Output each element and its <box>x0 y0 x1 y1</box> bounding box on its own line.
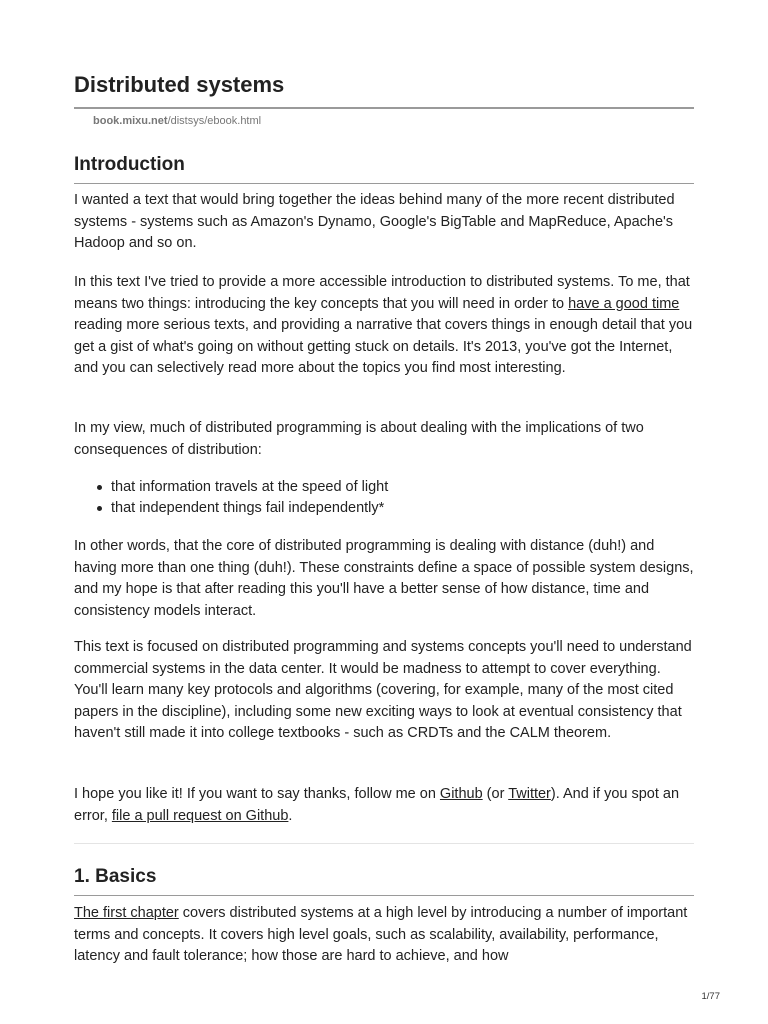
twitter-link[interactable]: Twitter <box>508 786 551 802</box>
list-item: that independent things fail independently* <box>111 498 711 519</box>
intro-paragraph-3: In my view, much of distributed programming is about dealing with the implications of two consequences of distribution: <box>74 420 644 458</box>
have-a-good-time-link[interactable]: have a good time <box>568 295 680 312</box>
page-number: 1/77 <box>701 991 720 1002</box>
source-path: /distsys/ebook.html <box>167 115 262 127</box>
intro-paragraph-6: I hope you like it! If you want to say thanks, follow me on Github (or Twitter). And if you spot an error, file a pull request on Github. <box>74 786 680 824</box>
section-divider <box>74 183 694 184</box>
section-heading-basics: 1. Basics <box>74 866 157 887</box>
intro-paragraph-2: In this text I've tried to provide a more accessible introduction to distributed systems. To me, that means two things: introducing the key concepts that you will need in order to have a good time reading more serious texts, and providing a narrative that covers things in enough detail that you get a gist of what's going on without getting stuck on details. It's 2013, you've got the Internet, and you can selectively read more about the topics you find most interesting. <box>74 274 693 377</box>
bullet-list <box>74 477 711 519</box>
section-divider <box>74 895 694 896</box>
github-link[interactable]: Github <box>439 786 483 802</box>
source-url[interactable] <box>93 114 261 128</box>
section-heading-introduction: Introduction <box>74 154 185 175</box>
pull-request-link[interactable]: file a pull request on Github <box>111 807 289 824</box>
list-item: that information travels at the speed of light <box>111 477 711 498</box>
first-chapter-link[interactable]: The first chapter <box>74 905 179 921</box>
title-divider <box>74 107 694 109</box>
intro-paragraph-1: I wanted a text that would bring together the ideas behind many of the more recent distributed systems - systems such as Amazon's Dynamo, Google's BigTable and MapReduce, Apache's Hadoop and so on. <box>74 192 675 252</box>
source-domain: book.mixu.net <box>93 115 168 127</box>
section-separator <box>74 843 694 844</box>
page-title: Distributed systems <box>74 72 285 97</box>
intro-paragraph-5: This text is focused on distributed programming and systems concepts you'll need to understand commercial systems in the data center. It would be madness to attempt to cover everything. You'll learn many key protocols and algorithms (covering, for example, many of the most cited papers in the discipline), including some new exciting ways to look at eventual consistency that haven't still made it into college textbooks - such as CRDTs and the CALM theorem. <box>74 639 692 742</box>
basics-paragraph-1: The first chapter covers distributed systems at a high level by introducing a number of important terms and concepts. It covers high level goals, such as scalability, availability, performance, latency and fault tolerance; how those are hard to achieve, and how <box>74 905 688 965</box>
intro-paragraph-4: In other words, that the core of distributed programming is dealing with distance (duh!) and having more than one thing (duh!). These constraints define a space of possible system designs, and my hope is that after reading this you'll have a better sense of how distance, time and consistency models interact. <box>74 538 694 619</box>
